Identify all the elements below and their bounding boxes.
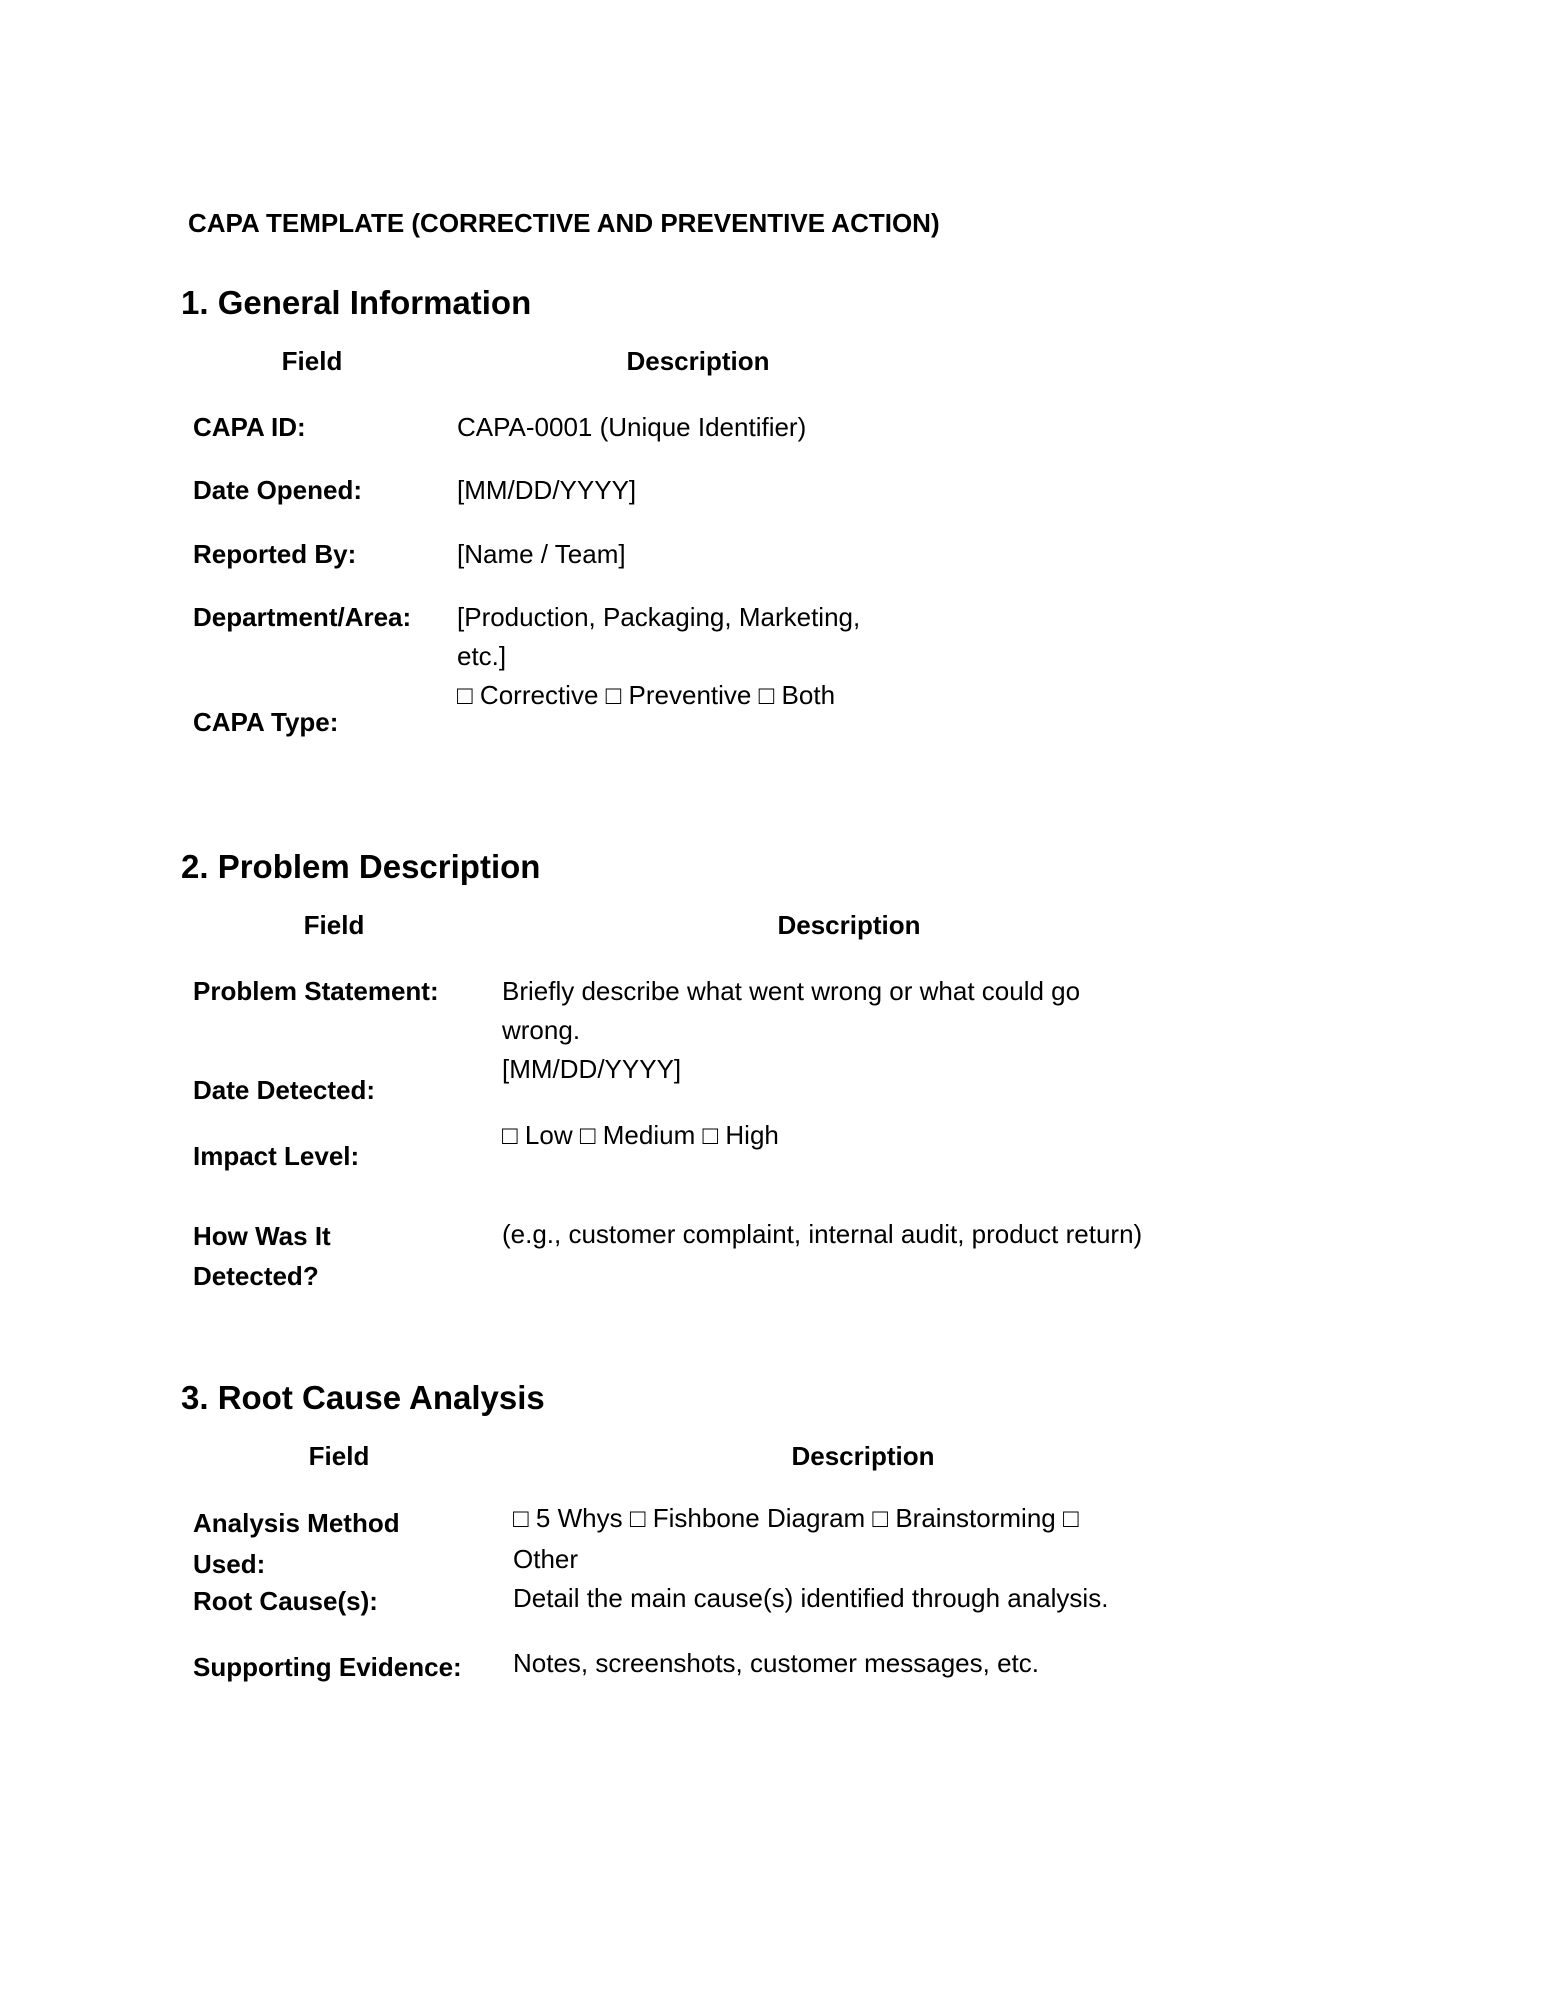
- column-header-field: Field: [281, 346, 343, 376]
- field-label: Reported By:: [193, 539, 357, 569]
- checkbox-options-line[interactable]: Other: [513, 1544, 579, 1574]
- field-label: Department/Area:: [193, 602, 412, 632]
- field-label: Date Opened:: [193, 475, 363, 505]
- section-heading: 2. Problem Description: [181, 848, 541, 885]
- field-label: Problem Statement:: [193, 976, 439, 1006]
- field-value-line[interactable]: Briefly describe what went wrong or what could go: [502, 976, 1081, 1006]
- field-label: CAPA Type:: [193, 707, 339, 737]
- field-label: Supporting Evidence:: [193, 1652, 462, 1682]
- field-value-line[interactable]: etc.]: [457, 641, 507, 671]
- field-label-line: Detected?: [193, 1261, 319, 1291]
- section-heading: 3. Root Cause Analysis: [181, 1379, 545, 1416]
- section-heading: 1. General Information: [181, 284, 532, 321]
- field-value[interactable]: Notes, screenshots, customer messages, etc.: [513, 1648, 1039, 1678]
- field-value[interactable]: [MM/DD/YYYY]: [502, 1054, 682, 1084]
- checkbox-options[interactable]: □ Low □ Medium □ High: [502, 1120, 779, 1150]
- field-value[interactable]: [Name / Team]: [457, 539, 626, 569]
- field-label: Impact Level:: [193, 1141, 360, 1171]
- field-label-line: Analysis Method: [193, 1508, 400, 1538]
- checkbox-options[interactable]: □ 5 Whys □ Fishbone Diagram □ Brainstorming □: [513, 1503, 1079, 1533]
- field-value[interactable]: (e.g., customer complaint, internal audit, product return): [502, 1219, 1143, 1249]
- field-label: CAPA ID:: [193, 412, 306, 442]
- checkbox-options[interactable]: □ Corrective □ Preventive □ Both: [457, 680, 836, 710]
- field-label: Date Detected:: [193, 1075, 376, 1105]
- column-header-field: Field: [303, 910, 365, 940]
- field-value[interactable]: [MM/DD/YYYY]: [457, 475, 637, 505]
- field-value-line[interactable]: [Production, Packaging, Marketing,: [457, 602, 861, 632]
- column-header-description: Description: [777, 910, 921, 940]
- field-label: Root Cause(s):: [193, 1586, 378, 1616]
- column-header-description: Description: [791, 1441, 935, 1471]
- document-title: CAPA TEMPLATE (CORRECTIVE AND PREVENTIVE ACTION): [188, 208, 940, 238]
- field-value[interactable]: CAPA-0001 (Unique Identifier): [457, 412, 807, 442]
- field-value[interactable]: Detail the main cause(s) identified through analysis.: [513, 1583, 1109, 1613]
- field-value-line[interactable]: wrong.: [502, 1015, 581, 1045]
- field-label-line: Used:: [193, 1549, 266, 1579]
- field-label-line: How Was It: [193, 1221, 331, 1251]
- column-header-description: Description: [626, 346, 770, 376]
- column-header-field: Field: [308, 1441, 370, 1471]
